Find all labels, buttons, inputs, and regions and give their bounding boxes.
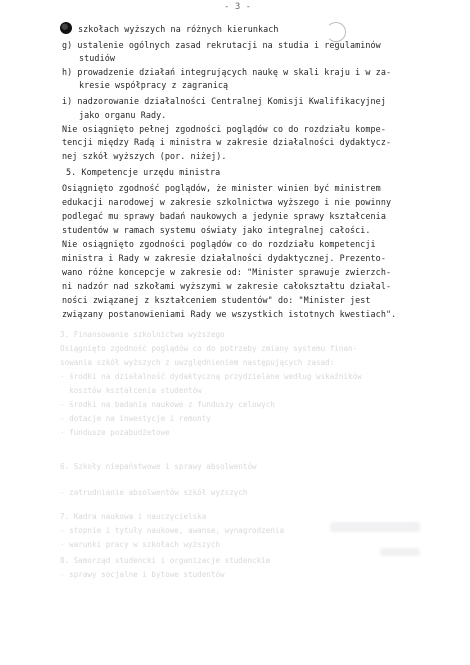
bleed-line: - stopnie i tytuły naukowe, awanse, wynagrodzenia	[60, 526, 285, 535]
page-number: - 3 -	[224, 2, 252, 12]
bleed-line: - fundusze pozabudżetowe	[60, 428, 170, 437]
text-line: nej szkół wyższych (por. niżej).	[62, 151, 227, 161]
text-line: ni nadzór nad szkołami wyższymi w zakresie całokształtu działal-	[62, 281, 392, 291]
text-line: i) nadzorowanie działalności Centralnej Komisji Kwalifikacyjnej	[62, 96, 386, 106]
text-line: tencji między Radą i ministra w zakresie działalności dydaktycz-	[62, 137, 392, 147]
text-line: edukacji narodowej w zakresie szkolnictwa wyższego i nie powinny	[62, 197, 392, 207]
bleed-line: 3. Finansowanie szkolnictwa wyższego	[60, 330, 225, 339]
bleed-line: - zatrudnianie absolwentów szkół wyższych	[60, 488, 248, 497]
text-line: wano różne koncepcje w zakresie od: "Minister sprawuje zwierzch-	[62, 267, 392, 277]
section-heading: 5. Kompetencje urzędu ministra	[66, 167, 221, 177]
bleed-line: - warunki pracy w szkołach wyższych	[60, 540, 221, 549]
bleed-line: 7. Kadra naukowa i nauczycielska	[60, 512, 207, 521]
text-line: kresie współpracy z zagranicą	[79, 80, 229, 90]
bleed-line: - środki na badania naukowe z funduszy celowych	[60, 400, 275, 409]
text-line: Nie osiągnięto zgodności poglądów co do rozdziału kompetencji	[62, 239, 376, 249]
text-line: szkołach wyższych na różnych kierunkach	[78, 24, 279, 34]
text-line: studentów w ramach systemu oświaty jako integralnej całości.	[62, 225, 371, 235]
bleed-line: Osiągnięto zgodność poglądów co do potrzeby zmiany systemu finan-	[60, 344, 358, 353]
bleed-line: kosztów kształcenia studentów	[60, 386, 202, 395]
bleed-line: 8. Samorząd studencki i organizacje studenckie	[60, 556, 271, 565]
text-line: g) ustalenie ogólnych zasad rekrutacji na studia i regulaminów	[62, 40, 381, 50]
bleed-line: - dotacje na inwestycje i remonty	[60, 414, 211, 423]
punch-hole-mark	[60, 22, 72, 34]
text-line: studiów	[79, 53, 115, 63]
bleed-line: 6. Szkoły niepaństwowe i sprawy absolwentów	[60, 462, 257, 471]
smudge-mark	[380, 548, 420, 556]
text-line: Osiągnięto zgodność poglądów, że minister winien być ministrem	[62, 183, 381, 193]
text-line: ministra i Rady w zakresie działalności dydaktycznej. Prezento-	[62, 253, 386, 263]
text-line: ności związanej z kształceniem studentów" do: "Minister jest	[62, 295, 371, 305]
smudge-mark	[330, 522, 420, 532]
text-line: h) prowadzenie działań integrujących naukę w skali kraju i w za-	[62, 67, 392, 77]
text-line: Nie osiągnięto pełnej zgodności poglądów co do rozdziału kompe-	[62, 124, 386, 134]
bleed-line: - środki na działalność dydaktyczną przydzielane według wskaźników	[60, 372, 362, 381]
text-line: związany postanowieniami Rady we wszystkich istotnych kwestiach".	[62, 309, 397, 319]
text-line: jako organu Rady.	[79, 110, 167, 120]
bleed-line: - sprawy socjalne i bytowe studentów	[60, 570, 225, 579]
bleed-line: sowania szkół wyższych z uwzględnieniem następujących zasad:	[60, 358, 335, 367]
stain-ring-mark	[326, 22, 346, 42]
text-line: podlegać mu sprawy badań naukowych a jedynie sprawy kształcenia	[62, 211, 386, 221]
